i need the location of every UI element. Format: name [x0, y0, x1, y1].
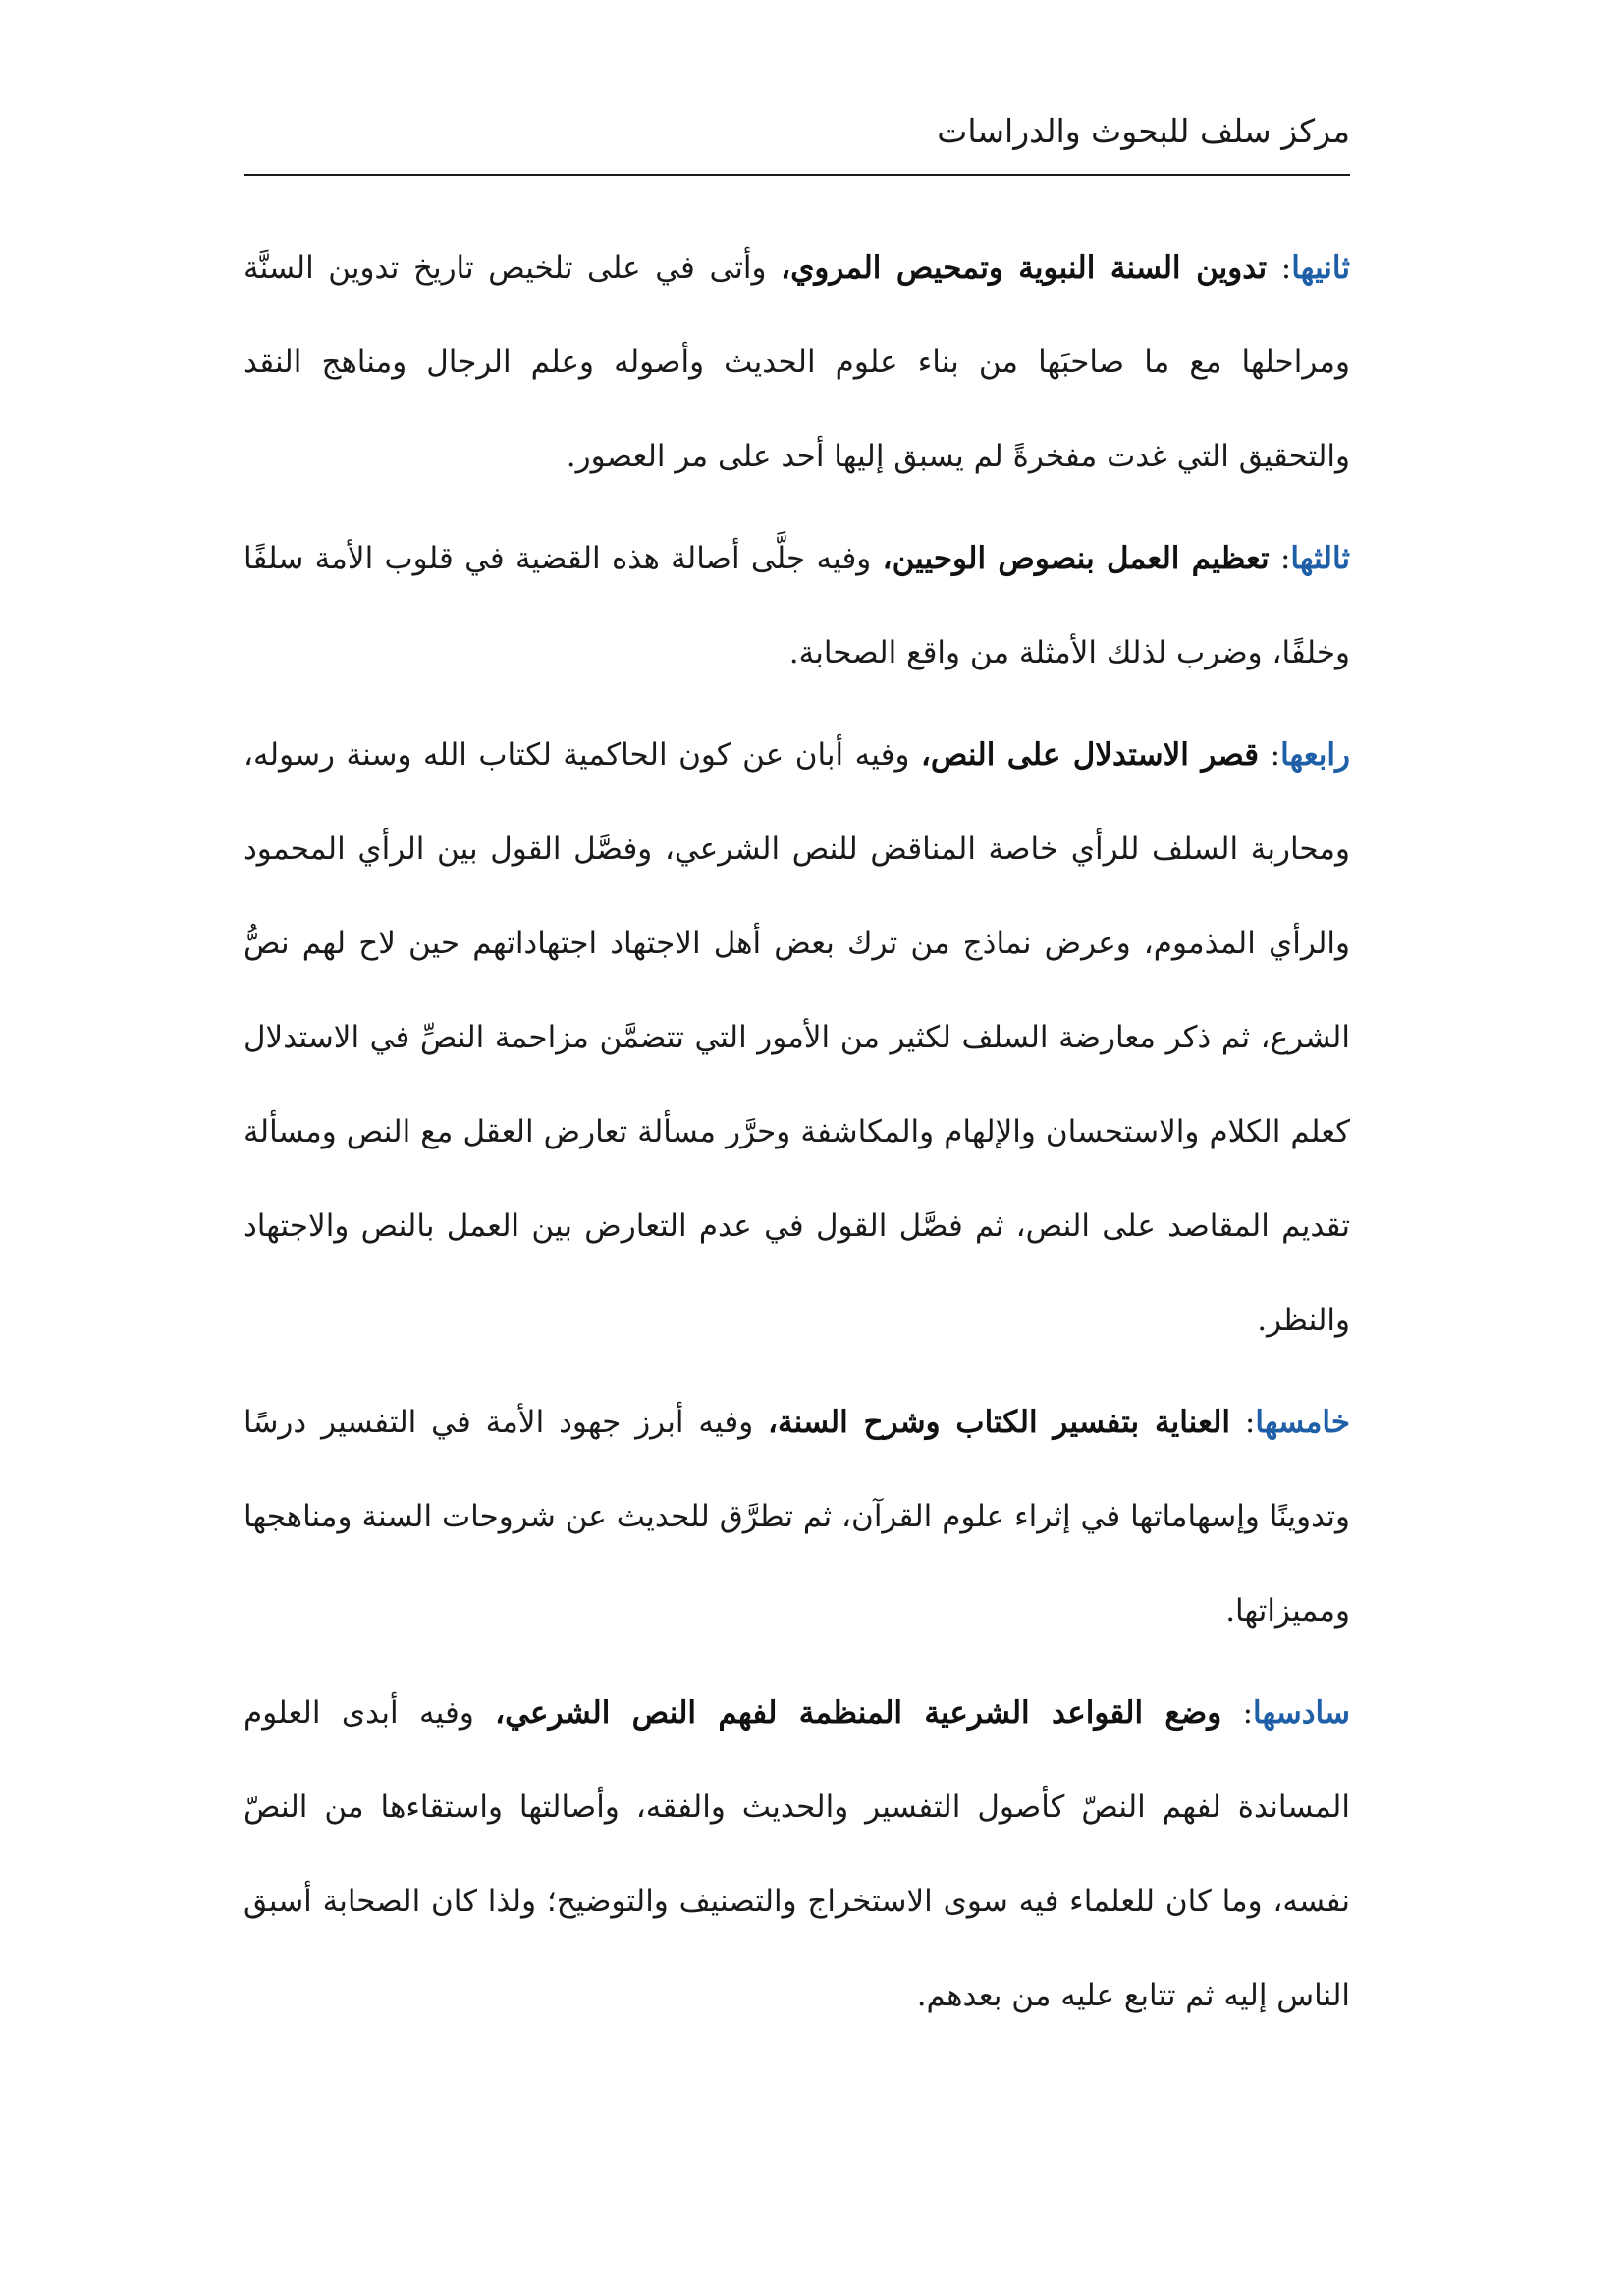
- paragraph-text: وفيه أبان عن كون الحاكمية لكتاب الله وسنة رسوله، ومحاربة السلف للرأي خاصة المناقض للنص الشرعي، وفصَّل القول بين الرأي المحمود والرأي المذموم، وعرض نماذج من ترك بعض أهل الاجتهاد اجتهاداتهم حين لاح لهم نصُّ الشرع، ثم ذكر معارضة السلف لكثير من الأمور التي تتضمَّن مزاحمة النصِّ في الاستدلال كعلم الكلام والاستحسان والإلهام والمكاشفة وحرَّر مسألة تعارض العقل مع النص ومسألة تقديم المقاصد على النص، ثم فصَّل القول في عدم التعارض بين العمل بالنص والاجتهاد والنظر.: [244, 737, 1350, 1338]
- paragraph-lead: ثانيها: [1291, 250, 1350, 286]
- paragraph-fifth: [244, 1375, 1350, 1658]
- paragraph-separator: :: [1269, 541, 1291, 576]
- paragraph-topic: تعظيم العمل بنصوص الوحيين،: [882, 541, 1270, 576]
- paragraph-text: وفيه أبدى العلوم المساندة لفهم النصّ كأصول التفسير والحديث والفقه، وأصالتها واستقاءها من النصّ نفسه، وما كان للعلماء فيه سوى الاستخراج والتصنيف والتوضيح؛ ولذا كان الصحابة أسبق الناس إليه ثم تتابع عليه من بعدهم.: [244, 1695, 1350, 2013]
- paragraph-separator: :: [1267, 250, 1292, 286]
- running-header: مركز سلف للبحوث والدراسات: [937, 112, 1350, 150]
- paragraph-topic: العناية بتفسير الكتاب وشرح السنة،: [768, 1405, 1231, 1440]
- paragraph-text: وفيه جلَّى أصالة هذه القضية في قلوب الأمة سلفًا وخلفًا، وضرب لذلك الأمثلة من واقع الصحابة.: [244, 541, 1350, 670]
- paragraph-lead: سادسها: [1253, 1695, 1350, 1731]
- paragraph-lead: خامسها: [1255, 1405, 1350, 1440]
- paragraph-separator: :: [1259, 737, 1281, 773]
- paragraph-sixth: [244, 1666, 1350, 2043]
- paragraph-topic: تدوين السنة النبوية وتمحيص المروي،: [781, 250, 1268, 286]
- paragraph-lead: رابعها: [1280, 737, 1350, 773]
- paragraph-separator: :: [1221, 1695, 1254, 1731]
- paragraph-lead: ثالثها: [1290, 541, 1351, 576]
- paragraph-third: [244, 511, 1350, 700]
- paragraph-second: [244, 221, 1350, 504]
- paragraph-topic: قصر الاستدلال على النص،: [920, 737, 1260, 773]
- paragraph-fourth: [244, 708, 1350, 1367]
- paragraph-text: وفيه أبرز جهود الأمة في التفسير درسًا وتدوينًا وإسهاماتها في إثراء علوم القرآن، ثم تطرَّق للحديث عن شروحات السنة ومناهجها ومميزاتها.: [244, 1405, 1350, 1629]
- paragraph-text: وأتى في على تلخيص تاريخ تدوين السنَّة ومراحلها مع ما صاحبَها من بناء علوم الحديث وأصوله وعلم الرجال ومناهج النقد والتحقيق التي غدت مفخرةً لم يسبق إليها أحد على مر العصور.: [244, 250, 1350, 474]
- document-body: [244, 221, 1350, 2051]
- header-rule: [244, 174, 1350, 176]
- paragraph-topic: وضع القواعد الشرعية المنظمة لفهم النص الشرعي،: [495, 1695, 1222, 1731]
- paragraph-separator: :: [1230, 1405, 1256, 1440]
